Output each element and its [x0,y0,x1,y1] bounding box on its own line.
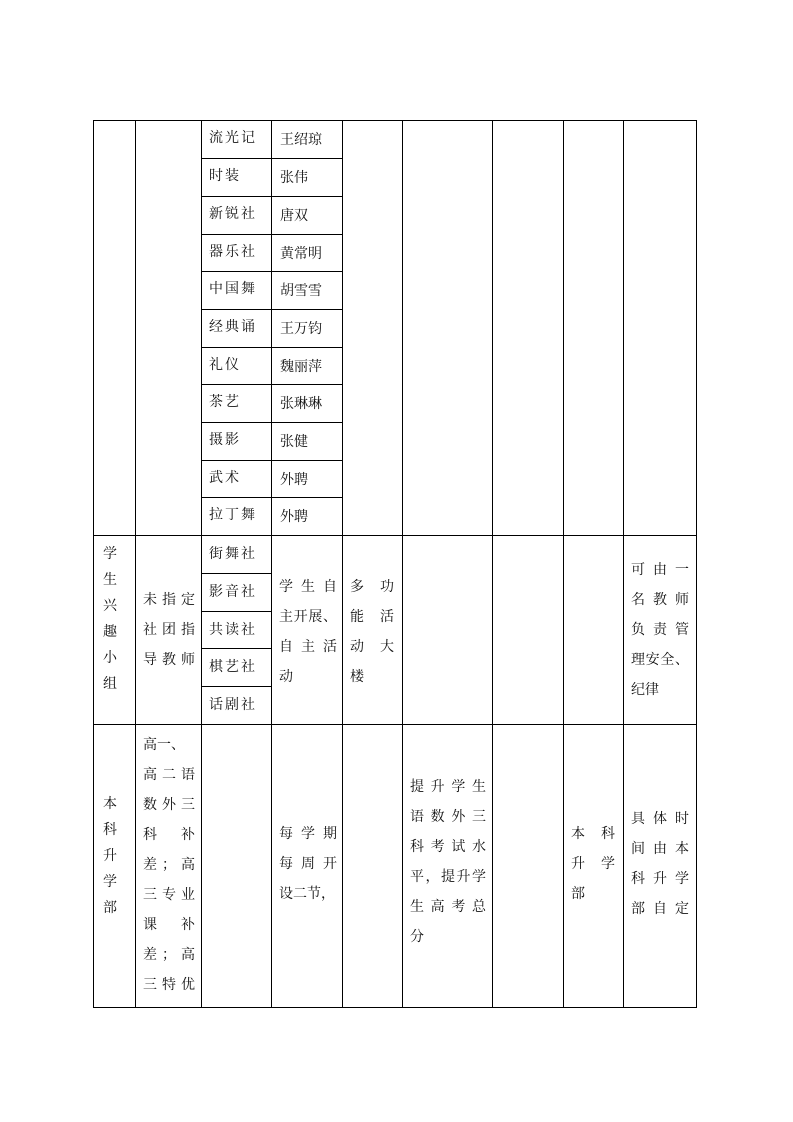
category-char: 本 [103,796,117,812]
column-divider [402,120,403,1008]
responsible-line: 升 学 [571,856,615,872]
undergrad-dept-schedule [279,819,337,909]
club-name: 中国舞 [209,281,257,297]
responsible-line: 本 科 [571,826,615,842]
note-line: 未指定 [143,592,195,608]
club-teacher: 张健 [280,434,308,450]
row-divider [201,611,271,612]
category-char: 生 [103,572,117,588]
section-divider [93,535,697,536]
content-line: 高一、 [143,737,185,753]
goal-line: 分 [410,929,424,945]
column-divider [201,120,202,1008]
table-top-border [93,120,697,121]
club-name: 话剧社 [209,697,257,713]
category-char: 升 [103,848,117,864]
goal-line: 平，提升学 [410,869,486,885]
category-char: 学 [103,546,117,562]
note-line: 导教师 [143,652,195,668]
category-char: 组 [103,676,117,692]
club-teacher: 胡雪雪 [280,283,322,299]
content-line: 课 补 [143,917,195,933]
club-name: 时装 [209,168,241,184]
club-name: 经典诵 [209,319,257,335]
club-name: 流光记 [209,130,257,146]
category-char: 科 [103,822,117,838]
content-line: 差；高 [143,947,195,963]
remark-line: 可由一 [631,562,689,578]
column-divider [93,120,94,1008]
mode-line: 动 [279,669,293,685]
club-name: 共读社 [209,622,257,638]
column-divider [696,120,697,1008]
column-divider [563,120,564,1008]
club-name: 摄影 [209,432,241,448]
undergrad-dept-remark [631,804,689,924]
remark-line: 纪律 [631,682,659,698]
column-divider [271,120,272,1008]
remark-line: 名教师 [631,592,689,608]
column-divider [623,120,624,1008]
remark-line: 具体时 [631,811,689,827]
table-bottom-border [93,1007,697,1008]
club-name: 棋艺社 [209,659,257,675]
schedule-line: 每周开 [279,856,337,872]
undergrad-dept-responsible [571,819,615,909]
undergrad-dept-goal [410,772,486,952]
club-name: 新锐社 [209,206,257,222]
undergrad-dept-category [102,791,118,921]
column-divider [135,120,136,1008]
club-teacher: 外聘 [280,472,308,488]
row-divider [201,573,271,574]
content-line: 三专业 [143,887,195,903]
category-char: 趣 [103,624,117,640]
club-name: 影音社 [209,584,257,600]
goal-line: 语数外三 [410,809,486,825]
location-line: 多 功 [350,579,394,595]
mode-line: 自主活 [279,639,337,655]
remark-line: 科升学 [631,871,689,887]
category-char: 兴 [103,598,117,614]
club-name: 街舞社 [209,546,257,562]
interest-group-location [350,572,394,692]
content-line: 数外三 [143,797,195,813]
interest-group-category [102,541,118,697]
column-divider [492,120,493,1008]
section-divider [93,724,697,725]
content-line: 高二语 [143,767,195,783]
remark-line: 间由本 [631,841,689,857]
club-name: 礼仪 [209,357,241,373]
goal-line: 提升学生 [410,779,486,795]
category-char: 部 [103,900,117,916]
club-name: 拉丁舞 [209,507,257,523]
mode-line: 学生自 [279,579,337,595]
club-teacher: 张伟 [280,170,308,186]
schedule-line: 每学期 [279,826,337,842]
interest-group-teacher-note [143,585,195,675]
club-name: 茶艺 [209,394,241,410]
row-divider [201,648,271,649]
goal-line: 科考试水 [410,839,486,855]
column-divider [342,120,343,1008]
club-teacher: 黄常明 [280,246,322,262]
club-teacher: 王万钧 [280,321,322,337]
content-line: 科 补 [143,827,195,843]
club-teacher: 外聘 [280,509,308,525]
club-teacher: 王绍琼 [280,132,322,148]
undergrad-dept-content [143,730,195,1000]
note-line: 社团指 [143,622,195,638]
location-line: 楼 [350,669,364,685]
remark-line: 理安全、 [631,652,689,668]
club-name: 器乐社 [209,244,257,260]
mode-line: 主开展、 [279,609,337,625]
content-line: 三特优 [143,977,195,993]
remark-line: 部自定 [631,901,689,917]
responsible-line: 部 [571,886,585,902]
category-char: 学 [103,874,117,890]
club-name: 武术 [209,470,241,486]
location-line: 能 活 [350,609,394,625]
location-line: 动 大 [350,639,394,655]
row-divider [201,686,271,687]
club-teacher: 魏丽萍 [280,359,322,375]
content-line: 差；高 [143,857,195,873]
goal-line: 生高考总 [410,899,486,915]
interest-group-remark [631,555,689,705]
remark-line: 负责管 [631,622,689,638]
club-teacher: 唐双 [280,208,308,224]
category-char: 小 [103,650,117,666]
interest-group-mode [279,572,337,692]
schedule-line: 设二节， [279,886,335,902]
club-teacher: 张琳琳 [280,396,322,412]
